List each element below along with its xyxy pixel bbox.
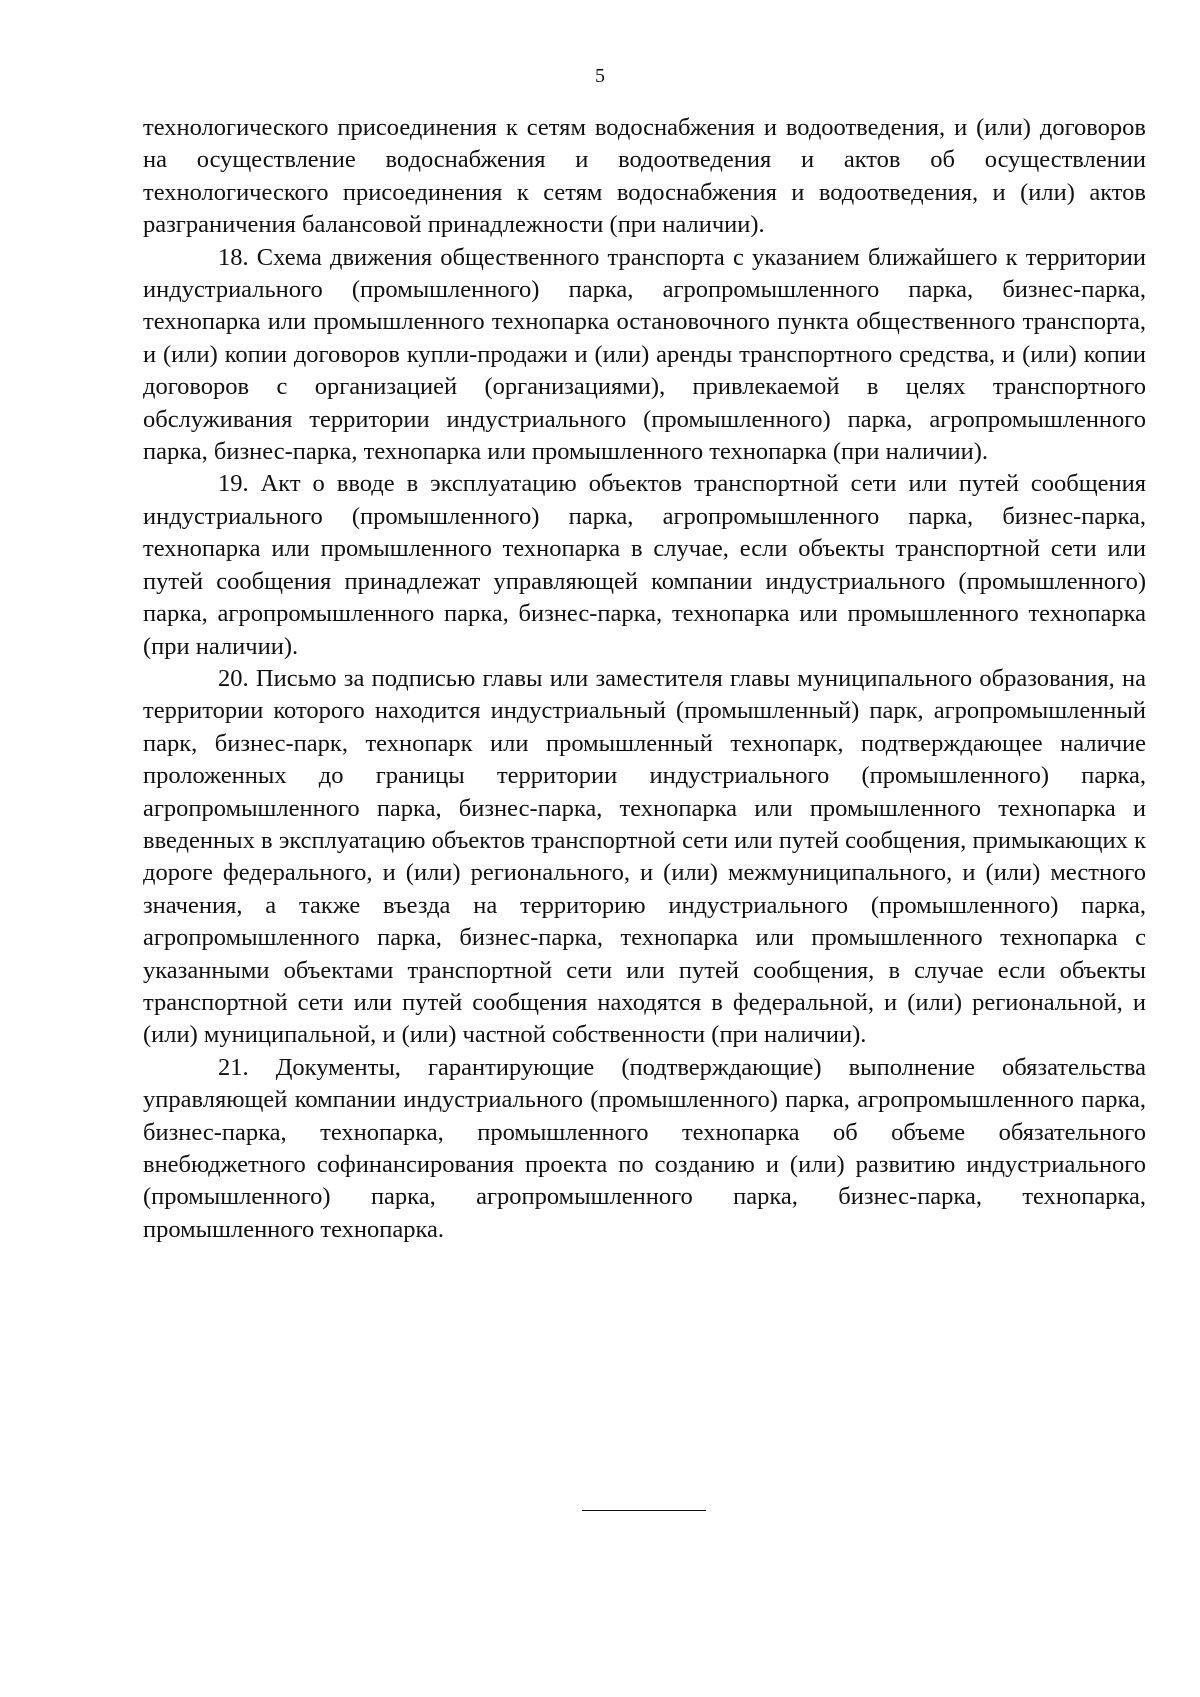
document-body — [143, 112, 1146, 1246]
paragraph-20: 20. Письмо за подписью главы или заместителя главы муниципального образования, на территории которого находится индустриальный (промышленный) парк, агропромышленный парк, бизнес-парк, технопарк или промышленный технопарк, подтверждающее наличие проложенных до границы территории индустриального (промышленного) парка, агропромышленного парка, бизнес-парка, технопарка или промышленного технопарка и введенных в эксплуатацию объектов транспортной сети или путей сообщения, примыкающих к дороге федерального, и (или) регионального, и (или) межмуниципального, и (или) местного значения, а также въезда на территорию индустриального (промышленного) парка, агропромышленного парка, бизнес-парка, технопарка или промышленного технопарка с указанными объектами транспортной сети или путей сообщения, в случае если объекты транспортной сети или путей сообщения находятся в федеральной, и (или) региональной, и (или) муниципальной, и (или) частной собственности (при наличии). — [143, 664, 1146, 1049]
page-number: 5 — [595, 65, 605, 87]
paragraph-18: 18. Схема движения общественного транспорта с указанием ближайшего к территории индустриального (промышленного) парка, агропромышленного парка, бизнес-парка, технопарка или промышленного технопарка остановочного пункта общественного транспорта, и (или) копии договоров купли-продажи и (или) аренды транспортного средства, и (или) копии договоров с организацией (организациями), привлекаемой в целях транспортного обслуживания территории индустриального (промышленного) парка, агропромышленного парка, бизнес-парка, технопарка или промышленного технопарка (при наличии). — [143, 243, 1146, 466]
paragraph-17-continuation: технологического присоединения к сетям водоснабжения и водоотведения, и (или) договоров на осуществление водоснабжения и водоотведения и актов об осуществлении технологического присоединения к сетям водоснабжения и водоотведения, и (или) актов разграничения балансовой принадлежности (при наличии). — [143, 114, 1146, 239]
paragraph-21: 21. Документы, гарантирующие (подтверждающие) выполнение обязательства управляющей компании индустриального (промышленного) парка, агропромышленного парка, бизнес-парка, технопарка, промышленного технопарка об объеме обязательного внебюджетного софинансирования проекта по созданию и (или) развитию индустриального (промышленного) парка, агропромышленного парка, бизнес-парка, технопарка, промышленного технопарка. — [143, 1053, 1146, 1243]
closing-divider-line — [582, 1510, 706, 1511]
paragraph-19: 19. Акт о вводе в эксплуатацию объектов транспортной сети или путей сообщения индустриального (промышленного) парка, агропромышленного парка, бизнес-парка, технопарка или промышленного технопарка в случае, если объекты транспортной сети или путей сообщения принадлежат управляющей компании индустриального (промышленного) парка, агропромышленного парка, бизнес-парка, технопарка или промышленного технопарка (при наличии). — [143, 470, 1146, 660]
